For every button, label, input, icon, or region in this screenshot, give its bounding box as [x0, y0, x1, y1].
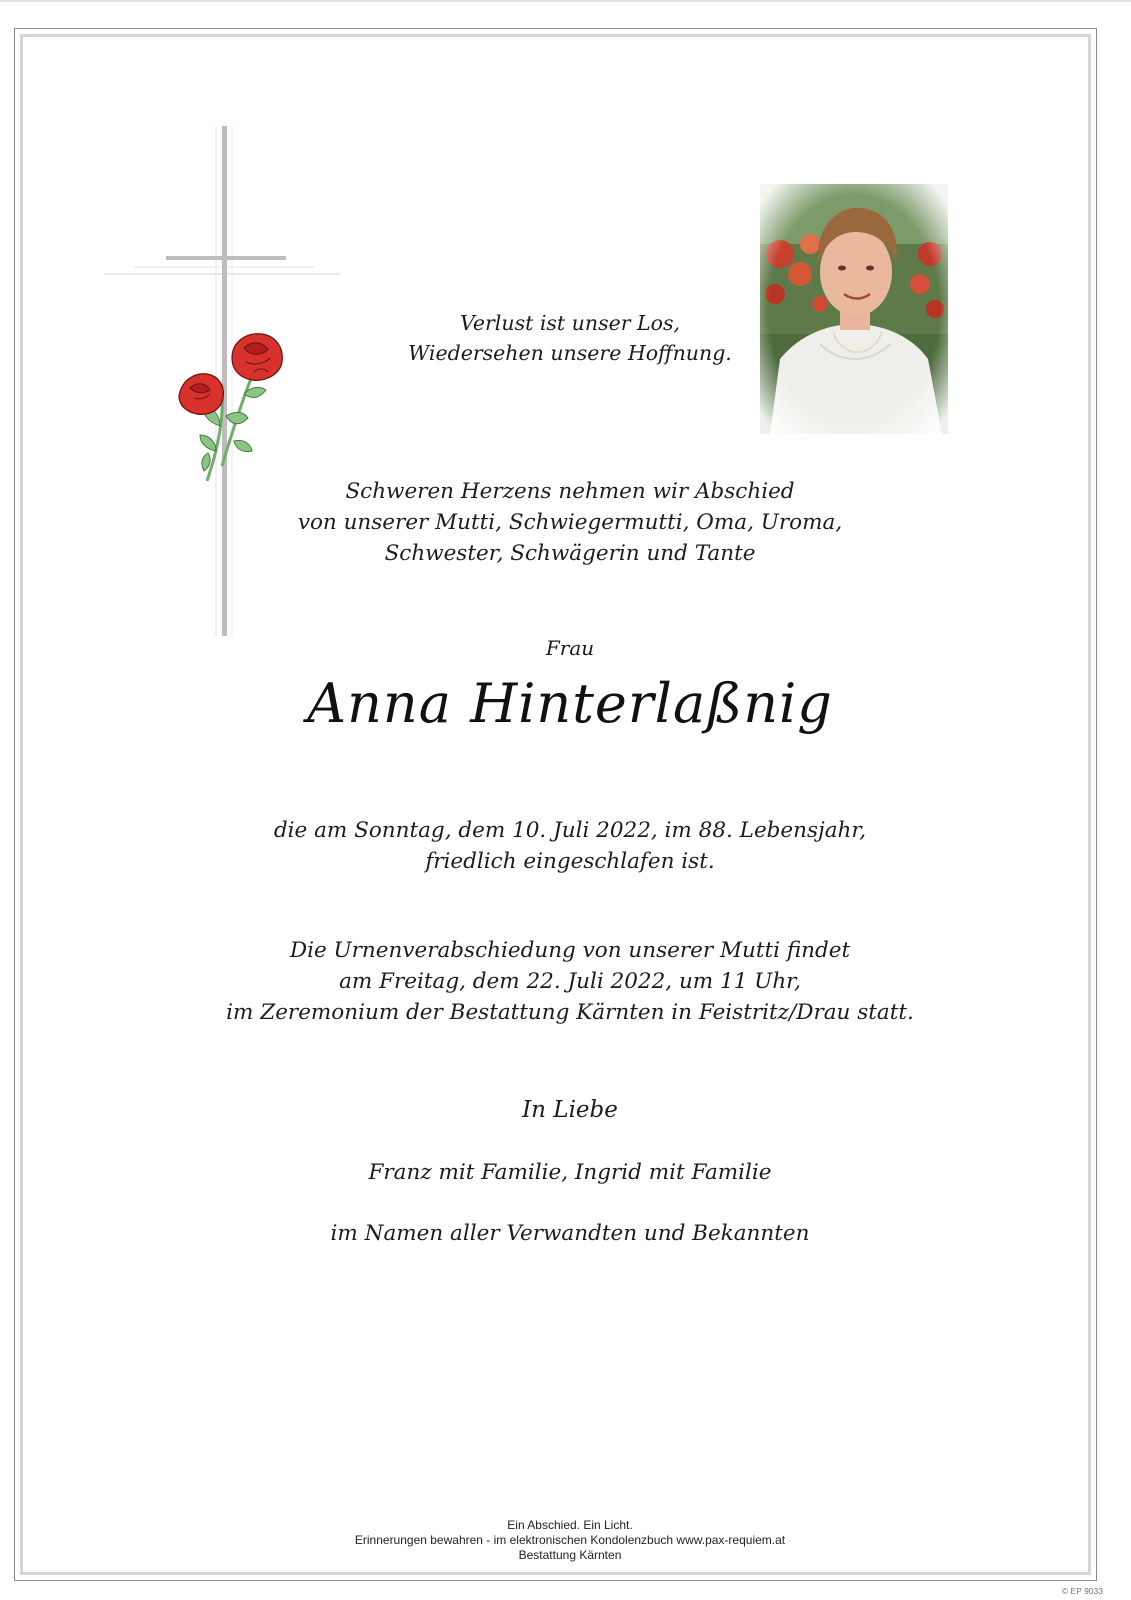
funeral-text: [200, 935, 940, 1028]
intro-text: [200, 476, 940, 569]
family-names: Franz mit Familie, Ingrid mit Familie: [368, 1160, 772, 1185]
form-code: © EP 9033: [1061, 1586, 1103, 1596]
deceased-name: Anna Hinterlaßnig: [307, 672, 833, 735]
death-text: [200, 815, 940, 877]
funeral-line: Die Urnenverabschiedung von unserer Mutti findet: [289, 938, 851, 963]
intro-line: Schweren Herzens nehmen wir Abschied: [345, 479, 795, 504]
funeral-line: im Zeremonium der Bestattung Kärnten in Feistritz/Drau statt.: [226, 1000, 914, 1025]
motto: [380, 308, 760, 368]
motto-line: Wiedersehen unsere Hoffnung.: [408, 341, 732, 365]
footer-line: Erinnerungen bewahren - im elektronischen Kondolenzbuch www.pax-requiem.at: [354, 1533, 786, 1547]
intro-line: Schwester, Schwägerin und Tante: [384, 541, 756, 566]
intro-line: von unserer Mutti, Schwiegermutti, Oma, Uroma,: [297, 510, 843, 535]
deceased-title: Frau: [545, 636, 595, 660]
relatives-line: im Namen aller Verwandten und Bekannten: [330, 1221, 810, 1246]
footer: [280, 1518, 860, 1563]
funeral-line: am Freitag, dem 22. Juli 2022, um 11 Uhr,: [339, 969, 801, 994]
footer-line: Bestattung Kärnten: [518, 1548, 622, 1562]
portrait-photo: [760, 184, 948, 434]
footer-line: Ein Abschied. Ein Licht.: [507, 1518, 633, 1532]
scan-top-edge: [0, 0, 1131, 2]
death-line: friedlich eingeschlafen ist.: [425, 849, 715, 874]
death-line: die am Sonntag, dem 10. Juli 2022, im 88. Lebensjahr,: [273, 818, 867, 843]
motto-line: Verlust ist unser Los,: [459, 311, 681, 335]
closing-greeting: In Liebe: [522, 1097, 618, 1123]
